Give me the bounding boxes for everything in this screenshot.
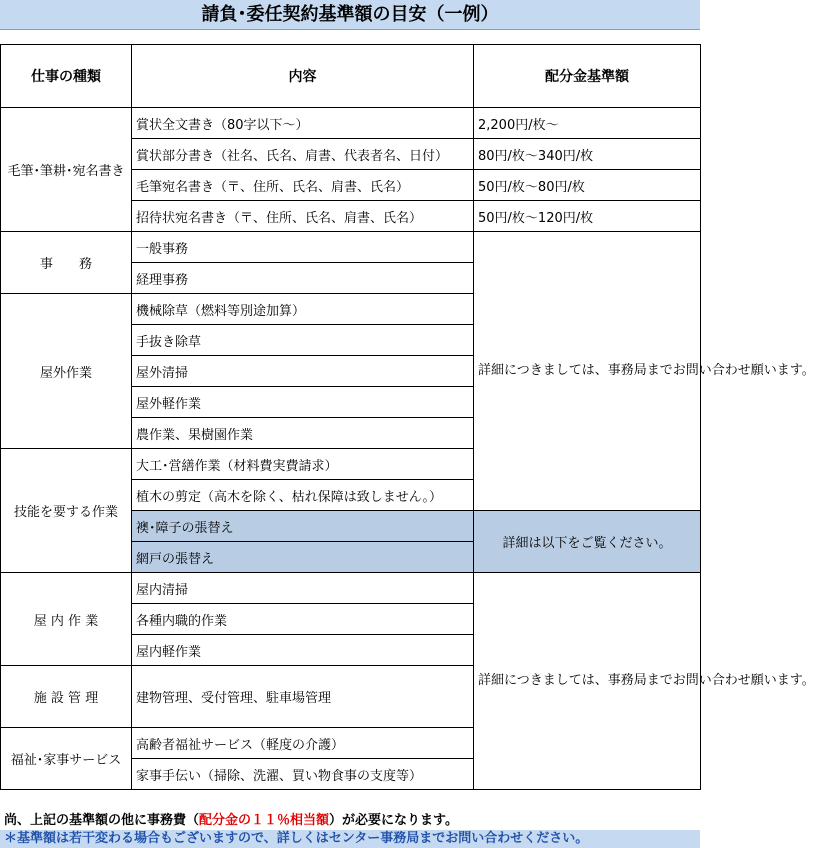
content-cell-highlight: 網戸の張替え	[132, 542, 474, 573]
footer-note	[0, 812, 700, 830]
content-cell: 農作業、果樹園作業	[132, 418, 474, 449]
rate-table	[0, 44, 815, 790]
header-category: 仕事の種類	[1, 45, 132, 108]
content-cell: 屋外軽作業	[132, 387, 474, 418]
amount-cell: 50円/枚～120円/枚	[474, 201, 701, 232]
content-cell: 建物管理、受付管理、駐車場管理	[132, 666, 474, 728]
content-cell: 各種内職的作業	[132, 604, 474, 635]
content-cell: 屋外清掃	[132, 356, 474, 387]
contact-note-2: 詳細につきましては、事務局までお問い合わせ願います。	[474, 573, 701, 790]
category-welfare: 福祉･家事サービス	[1, 728, 132, 790]
category-office: 事 務	[1, 232, 132, 294]
table-row	[1, 108, 701, 139]
content-cell: 賞状全文書き（80字以下～）	[132, 108, 474, 139]
content-cell: 一般事務	[132, 232, 474, 263]
content-cell: 賞状部分書き（社名、氏名、肩書、代表者名、日付）	[132, 139, 474, 170]
header-content: 内容	[132, 45, 474, 108]
content-cell: 招待状宛名書き（〒、住所、氏名、肩書、氏名）	[132, 201, 474, 232]
content-cell: 屋内軽作業	[132, 635, 474, 666]
spacer	[0, 30, 700, 44]
category-outdoor: 屋外作業	[1, 294, 132, 449]
content-cell: 毛筆宛名書き（〒、住所、氏名、肩書、氏名）	[132, 170, 474, 201]
content-cell: 高齢者福祉サービス（軽度の介護）	[132, 728, 474, 759]
category-facility: 施 設 管 理	[1, 666, 132, 728]
content-cell: 植木の剪定（高木を除く、枯れ保障は致しません。）	[132, 480, 474, 511]
content-cell: 家事手伝い（掃除、洗濯、買い物食事の支度等）	[132, 759, 474, 790]
content-cell: 大工･営繕作業（材料費実費請求）	[132, 449, 474, 480]
content-cell: 手抜き除草	[132, 325, 474, 356]
header-row	[1, 45, 701, 108]
content-cell: 経理事務	[132, 263, 474, 294]
footer-note-red: 配分金の１１％相当額	[199, 813, 330, 828]
table-row	[1, 573, 701, 604]
category-skilled: 技能を要する作業	[1, 449, 132, 573]
table-row	[1, 232, 701, 263]
contact-note-1: 詳細につきましては、事務局までお問い合わせ願います。	[474, 232, 701, 511]
amount-cell: 80円/枚～340円/枚	[474, 139, 701, 170]
content-cell: 機械除草（燃料等別途加算）	[132, 294, 474, 325]
category-writing: 毛筆･筆耕･宛名書き	[1, 108, 132, 232]
category-indoor: 屋 内 作 業	[1, 573, 132, 666]
amount-cell: 50円/枚～80円/枚	[474, 170, 701, 201]
footer-note-suffix: ）が必要になります。	[329, 813, 458, 828]
footer-note-prefix: 尚、上記の基準額の他に事務費（	[4, 813, 200, 828]
footer-disclaimer: ＊基準額は若干変わる場合もございますので、詳しくはセンター事務局までお問い合わせください。	[0, 830, 700, 848]
amount-cell: 2,200円/枚～	[474, 108, 701, 139]
content-cell-highlight: 襖･障子の張替え	[132, 511, 474, 542]
highlight-note: 詳細は以下をご覧ください。	[474, 511, 701, 573]
page-title: 請負･委任契約基準額の目安（一例）	[0, 0, 700, 30]
header-amount: 配分金基準額	[474, 45, 701, 108]
content-cell: 屋内清掃	[132, 573, 474, 604]
